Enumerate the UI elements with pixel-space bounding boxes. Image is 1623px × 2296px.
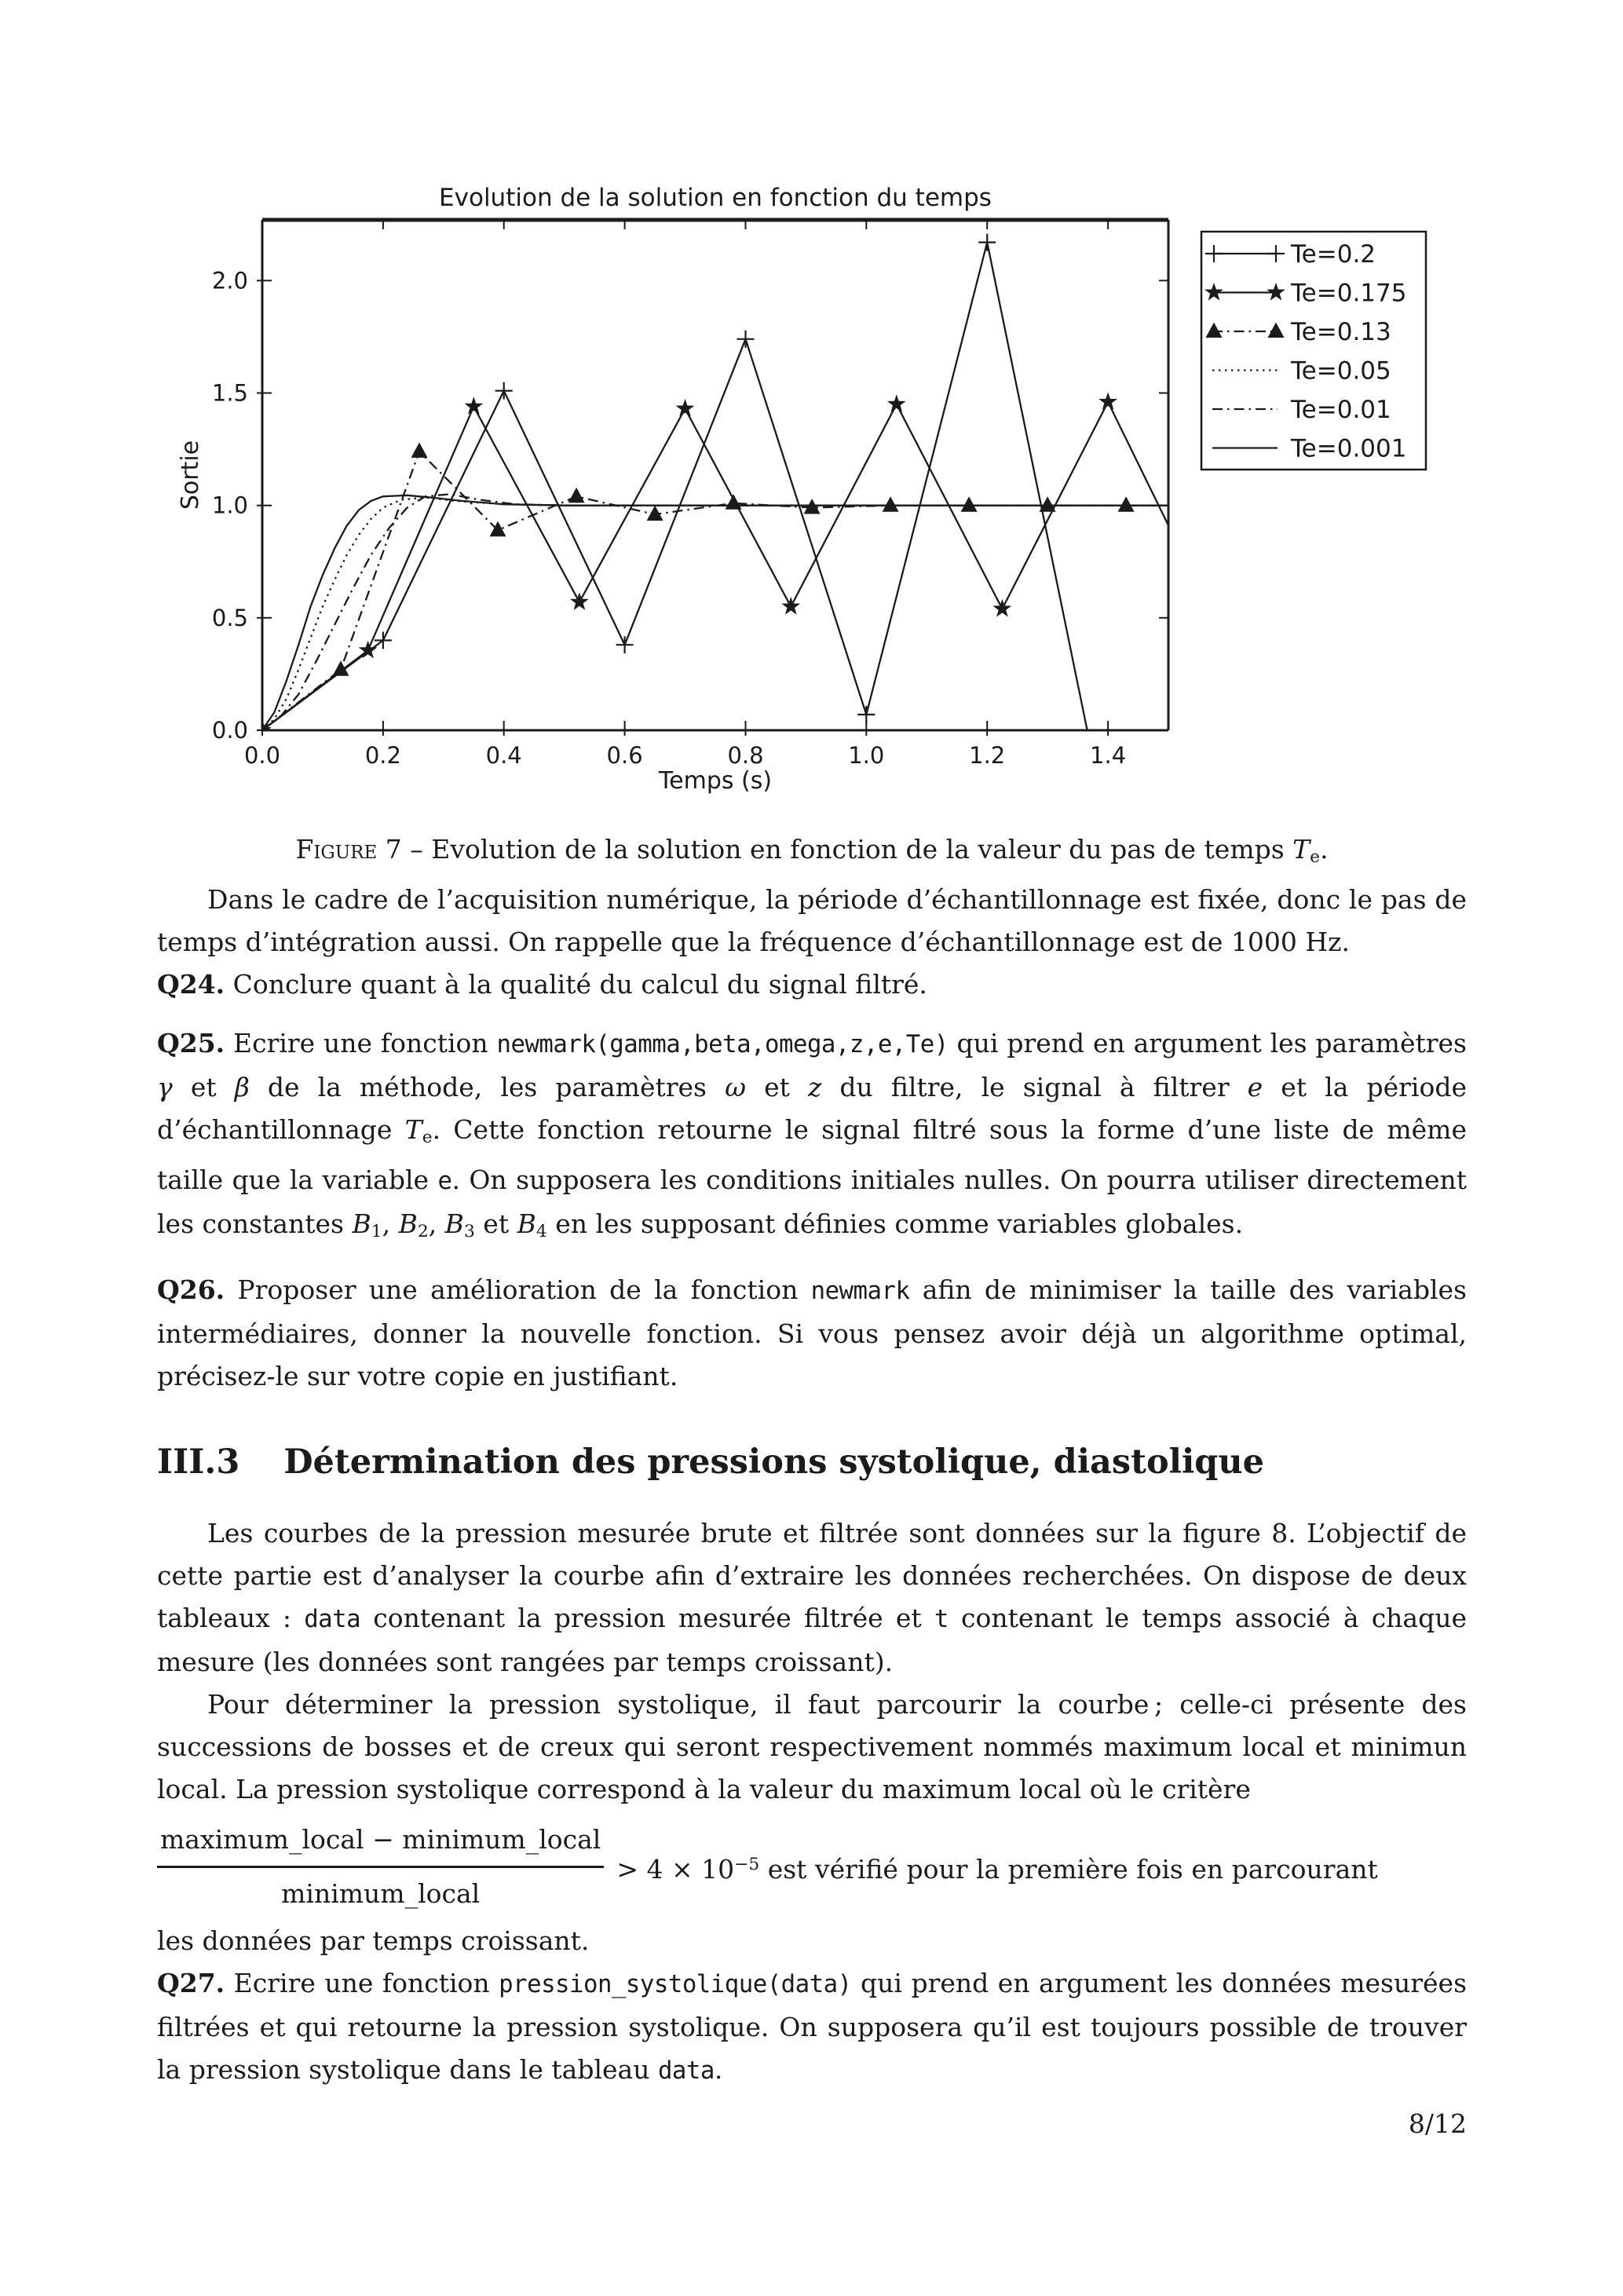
text-run: γ bbox=[157, 1071, 173, 1102]
text-run: , bbox=[428, 1208, 445, 1239]
text-run: ω bbox=[725, 1071, 746, 1102]
text-run: contenant le temps associé à chaque mesure (les données sont rangées par temps croissant). bbox=[157, 1603, 1468, 1678]
text-run: 3 bbox=[463, 1221, 475, 1241]
text-run: newmark(gamma,beta,omega,z,e,Te) bbox=[496, 1030, 949, 1058]
legend-label: Te=0.05 bbox=[1291, 356, 1391, 386]
svg-text:0.4: 0.4 bbox=[485, 742, 522, 769]
text-run: afin de minimiser la taille des variables intermédiaires, donner la nouvelle fonction. Si vous pensez avoir déjà un algorithme optimal, précisez-le sur votre copie en justifiant. bbox=[157, 1274, 1467, 1392]
text-run: et bbox=[172, 1071, 235, 1102]
text-run: . On supposera les conditions initiales nulles. On pourra utiliser directement les constantes bbox=[157, 1164, 1467, 1239]
text-run: . bbox=[1320, 834, 1329, 865]
paragraph bbox=[157, 1684, 1467, 1811]
fraction-numerator: maximum_local − minimum_local bbox=[157, 1819, 604, 1868]
text-run: . bbox=[714, 2054, 723, 2086]
svg-text:0.0: 0.0 bbox=[211, 717, 248, 744]
legend-label: Te=0.2 bbox=[1291, 240, 1376, 269]
text-run: – Evolution de la solution en fonction de la valeur du pas de temps bbox=[401, 834, 1293, 865]
legend-label: Te=0.13 bbox=[1291, 318, 1391, 346]
x-axis-label: Temps (s) bbox=[658, 767, 773, 795]
chart-legend bbox=[1201, 232, 1426, 470]
fraction-denominator: minimum_local bbox=[281, 1878, 481, 1910]
text-run: . Cette fonction retourne le signal filtré sous la forme d’une liste de même taille que la variable bbox=[157, 1113, 1467, 1195]
text-run: contenant la pression mesurée filtrée et bbox=[360, 1603, 934, 1634]
text-run: z bbox=[807, 1071, 822, 1102]
text-run: B bbox=[352, 1208, 371, 1239]
text-run: Pour déterminer la pression systolique, il faut parcourir la courbe ; celle-ci présente des successions de bosses et de creux qui seront respectivement nommés maximum local et minimun local. La pression systolique correspond à la valeur du maximum local où le critère bbox=[157, 1689, 1467, 1805]
svg-text:1.2: 1.2 bbox=[969, 742, 1006, 769]
text-run: Conclure quant à la qualité du calcul du signal filtré. bbox=[225, 968, 927, 1000]
paragraph bbox=[157, 963, 1467, 1006]
text-run: les données par temps croissant. bbox=[157, 1925, 590, 1957]
text-run: T bbox=[404, 1113, 422, 1145]
text-run: qui prend en argument les données mesurées filtrées et qui retourne la pression systolique. On supposera qu’il est toujours possible de trouver la pression systolique dans le tableau bbox=[157, 1968, 1467, 2086]
text-run: Dans le cadre de l’acquisition numérique, la période d’échantillonnage est fixée, donc le pas de temps d’intégration aussi. On rappelle que la fréquence d’échantillonnage est de 1000 Hz. bbox=[157, 883, 1467, 957]
text-run: Q26. bbox=[157, 1274, 225, 1306]
figure-caption bbox=[157, 828, 1467, 879]
text-run: B bbox=[398, 1208, 418, 1239]
text-run: 4 bbox=[536, 1221, 547, 1241]
paragraph bbox=[157, 1962, 1467, 2093]
svg-text:1.4: 1.4 bbox=[1090, 742, 1127, 769]
text-run: et bbox=[746, 1071, 808, 1102]
text-run: −5 bbox=[734, 1854, 760, 1874]
text-run: data bbox=[657, 2057, 715, 2086]
text-run: Q24. bbox=[157, 968, 225, 1000]
formula-rhs bbox=[616, 1844, 1377, 1891]
text-run: t bbox=[934, 1606, 949, 1634]
svg-text:0.0: 0.0 bbox=[243, 742, 281, 769]
paragraph bbox=[157, 879, 1467, 963]
text-run: Ecrire une fonction bbox=[225, 1027, 497, 1058]
text-run: > 4 × 10 bbox=[616, 1853, 735, 1885]
text-run: Q27. bbox=[157, 1968, 225, 1999]
text-run: e bbox=[1247, 1071, 1263, 1102]
text-run: B bbox=[444, 1208, 464, 1239]
legend-label: Te=0.001 bbox=[1291, 434, 1407, 463]
text-run: e bbox=[422, 1127, 433, 1147]
y-axis-label: Sortie bbox=[177, 440, 204, 510]
text-run: pression_systolique(data) bbox=[499, 1971, 852, 1999]
svg-text:1.0: 1.0 bbox=[211, 492, 248, 519]
svg-text:0.5: 0.5 bbox=[211, 604, 248, 631]
paragraph bbox=[157, 1920, 1467, 1962]
text-run: , bbox=[382, 1208, 399, 1239]
svg-text:0.6: 0.6 bbox=[606, 742, 643, 769]
criterion-formula bbox=[157, 1819, 1467, 1915]
svg-text:0.2: 0.2 bbox=[364, 742, 401, 769]
paragraph bbox=[157, 1022, 1467, 1253]
figure-7-chart bbox=[157, 141, 1467, 805]
text-run: 1 bbox=[371, 1221, 382, 1241]
section-number: III.3 bbox=[157, 1442, 240, 1483]
text-run: e bbox=[437, 1167, 452, 1195]
text-run: e bbox=[1310, 846, 1321, 867]
text-run: de la méthode, les paramètres bbox=[249, 1071, 726, 1102]
text-run: Les courbes de la pression mesurée brute et filtrée sont données sur la figure 8. L’objectif de cette partie est d’analyser la courbe afin d’extraire les données recherchées. On dispose de deux tableaux : bbox=[157, 1518, 1467, 1634]
text-run: Proposer une amélioration de la fonction bbox=[225, 1274, 811, 1306]
svg-text:0.8: 0.8 bbox=[727, 742, 764, 769]
text-run: Q25. bbox=[157, 1027, 225, 1058]
page-number: 8/12 bbox=[1408, 2108, 1467, 2139]
text-run: 2 bbox=[417, 1221, 429, 1241]
fraction bbox=[157, 1819, 604, 1915]
section-heading bbox=[157, 1442, 1467, 1483]
text-run: est vérifié pour la première fois en parcourant bbox=[759, 1853, 1378, 1885]
text-run: qui prend en argument les paramètres bbox=[948, 1027, 1467, 1058]
text-run: β bbox=[234, 1071, 250, 1102]
text-run: data bbox=[304, 1606, 361, 1634]
svg-text:1.0: 1.0 bbox=[848, 742, 885, 769]
text-run: Figure 7 bbox=[295, 834, 402, 865]
svg-text:1.5: 1.5 bbox=[211, 379, 248, 407]
svg-text:2.0: 2.0 bbox=[211, 267, 248, 294]
text-run: B bbox=[517, 1208, 536, 1239]
text-run: et la période d’échantillonnage bbox=[157, 1071, 1467, 1145]
line-chart bbox=[157, 141, 1467, 805]
legend-label: Te=0.175 bbox=[1291, 279, 1407, 308]
text-run: Ecrire une fonction bbox=[225, 1968, 499, 1999]
legend-label: Te=0.01 bbox=[1291, 396, 1391, 424]
text-run: T bbox=[1292, 834, 1310, 865]
text-run: en les supposant définies comme variables globales. bbox=[546, 1208, 1244, 1239]
document-body bbox=[157, 879, 1467, 2093]
chart-title: Evolution de la solution en fonction du temps bbox=[439, 184, 992, 212]
section-title: Détermination des pressions systolique, diastolique bbox=[283, 1442, 1264, 1483]
text-run: du filtre, le signal à filtrer bbox=[821, 1071, 1248, 1102]
paragraph bbox=[157, 1269, 1467, 1398]
text-run: et bbox=[474, 1208, 517, 1239]
text-run: newmark bbox=[810, 1278, 910, 1306]
paragraph bbox=[157, 1512, 1467, 1684]
